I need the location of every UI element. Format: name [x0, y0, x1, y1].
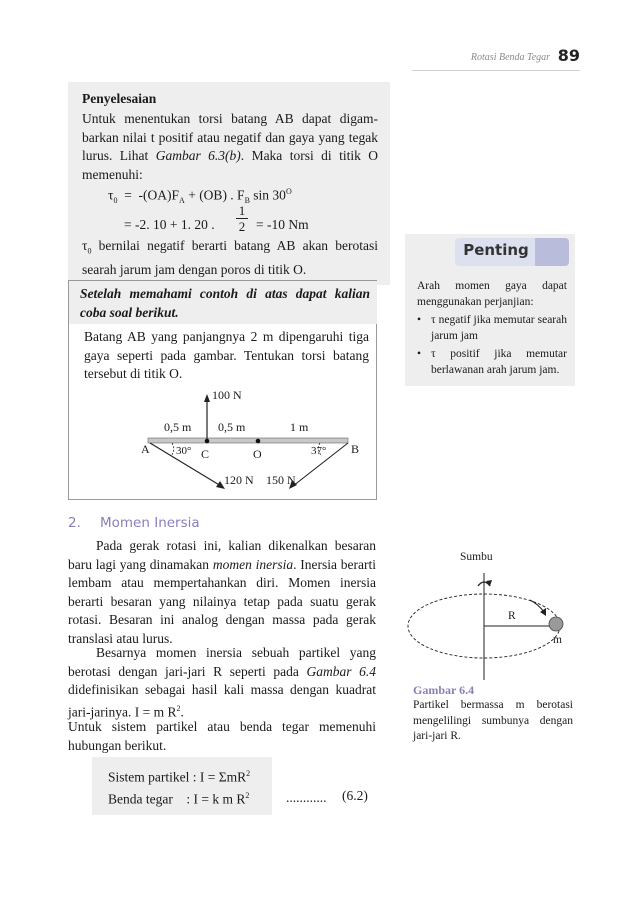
equation-line-2: = -2. 10 + 1. 20 . [124, 217, 215, 232]
section-paragraph-2: Besarnya momen inersia sebuah partikel yang berotasi dengan jari-jari R seperti pada Gambar 6.4 didefinisikan sebagai hasil kali massa dengan kuadrat jari-jarinya. I = m $R^2$. [68, 645, 376, 719]
label-angle-right: 37° [311, 445, 327, 457]
formula-rigid-body: Benda tegar : I = k m $R^2$ [108, 791, 250, 807]
label-point-a: A [141, 442, 150, 456]
label-point-o: O [253, 447, 262, 461]
formula-number: (6.2) [342, 788, 368, 803]
section-paragraph-3: Untuk sistem partikel atau benda tegar memenuhi hubungan berikut. [68, 719, 376, 753]
label-point-c: C [201, 447, 210, 461]
label-force-right: 150 N [266, 473, 296, 487]
motion-arrow-icon [530, 600, 544, 612]
label-force-up: 100 N [212, 388, 242, 402]
penting-title: Penting [463, 241, 529, 259]
figure-axis-label: Sumbu [460, 551, 493, 563]
bullet-icon: • [417, 348, 422, 360]
formula-dots: ............ [286, 790, 327, 805]
fraction-half: 1 2 [236, 203, 248, 234]
figure-caption-title: Gambar 6.4 [413, 683, 475, 697]
page-number: 89 [557, 46, 580, 65]
solution-conclusion: $\tau_0$ bernilai negatif berarti batang AB akan berotasi searah jarum jam dengan poros di titik O. [82, 238, 378, 278]
penting-bullet-1: τ negatif jika memutar searah jarum jam [431, 314, 567, 342]
bullet-icon: • [417, 314, 422, 326]
solution-heading: Penyelesaian [82, 91, 157, 106]
exercise-heading: Setelah memahami contoh di atas dapat kalian coba soal berikut. [80, 286, 370, 320]
equation-line-1: $\tau_0 = -(OA)F_A + (OB)$ . $F_B$ $\sin 30^O$ [108, 187, 292, 206]
label-point-b: B [351, 442, 360, 456]
figure-radius-label: R [508, 610, 516, 622]
section-title: Momen Inersia [100, 515, 200, 531]
label-force-left: 120 N [224, 473, 254, 487]
penting-intro: Arah momen gaya dapat menggunakan perjanjian: [417, 280, 567, 308]
figure-mass-label: m [553, 634, 562, 646]
label-seg3: 1 m [290, 420, 309, 434]
equation-result: = -10 Nm [256, 217, 309, 232]
label-angle-left: 30° [176, 445, 192, 457]
formula-particle-system: Sistem partikel : I = ΣmR$^2$ [108, 769, 251, 785]
running-title: Rotasi Benda Tegar [470, 52, 550, 63]
section-number: 2. [68, 515, 81, 531]
solution-paragraph: Untuk menentukan torsi batang AB dapat digam-barkan nilai t positif atau negatif dan gaya yang tegak lurus. Lihat Gambar 6.3(b). Maka torsi di titik O memenuhi: [82, 111, 378, 182]
particle-mass [549, 617, 563, 631]
penting-bullet-2: τ positif jika memutar berlawanan arah jarum jam. [431, 348, 567, 376]
section-paragraph-1: Pada gerak rotasi ini, kalian dikenalkan besaran baru lagi yang dinamakan momen inersia. Inersia berarti lembam atau mempertahankan diri. Momen inersia berarti besaran yang nilainya tetap pada suatu gerak rotasi. Besaran ini analog dengan massa pada gerak translasi atau lurus. [68, 538, 376, 646]
label-seg2: 0,5 m [218, 420, 246, 434]
label-seg1: 0,5 m [164, 420, 192, 434]
exercise-text: Batang AB yang panjangnya 2 m dipengaruhi tiga gaya seperti pada gambar. Tentukan torsi batang tersebut di titik O. [84, 329, 369, 381]
figure-caption-text: Partikel bermassa m berotasi mengelilingi sumbunya dengan jari-jari R. [413, 699, 573, 742]
